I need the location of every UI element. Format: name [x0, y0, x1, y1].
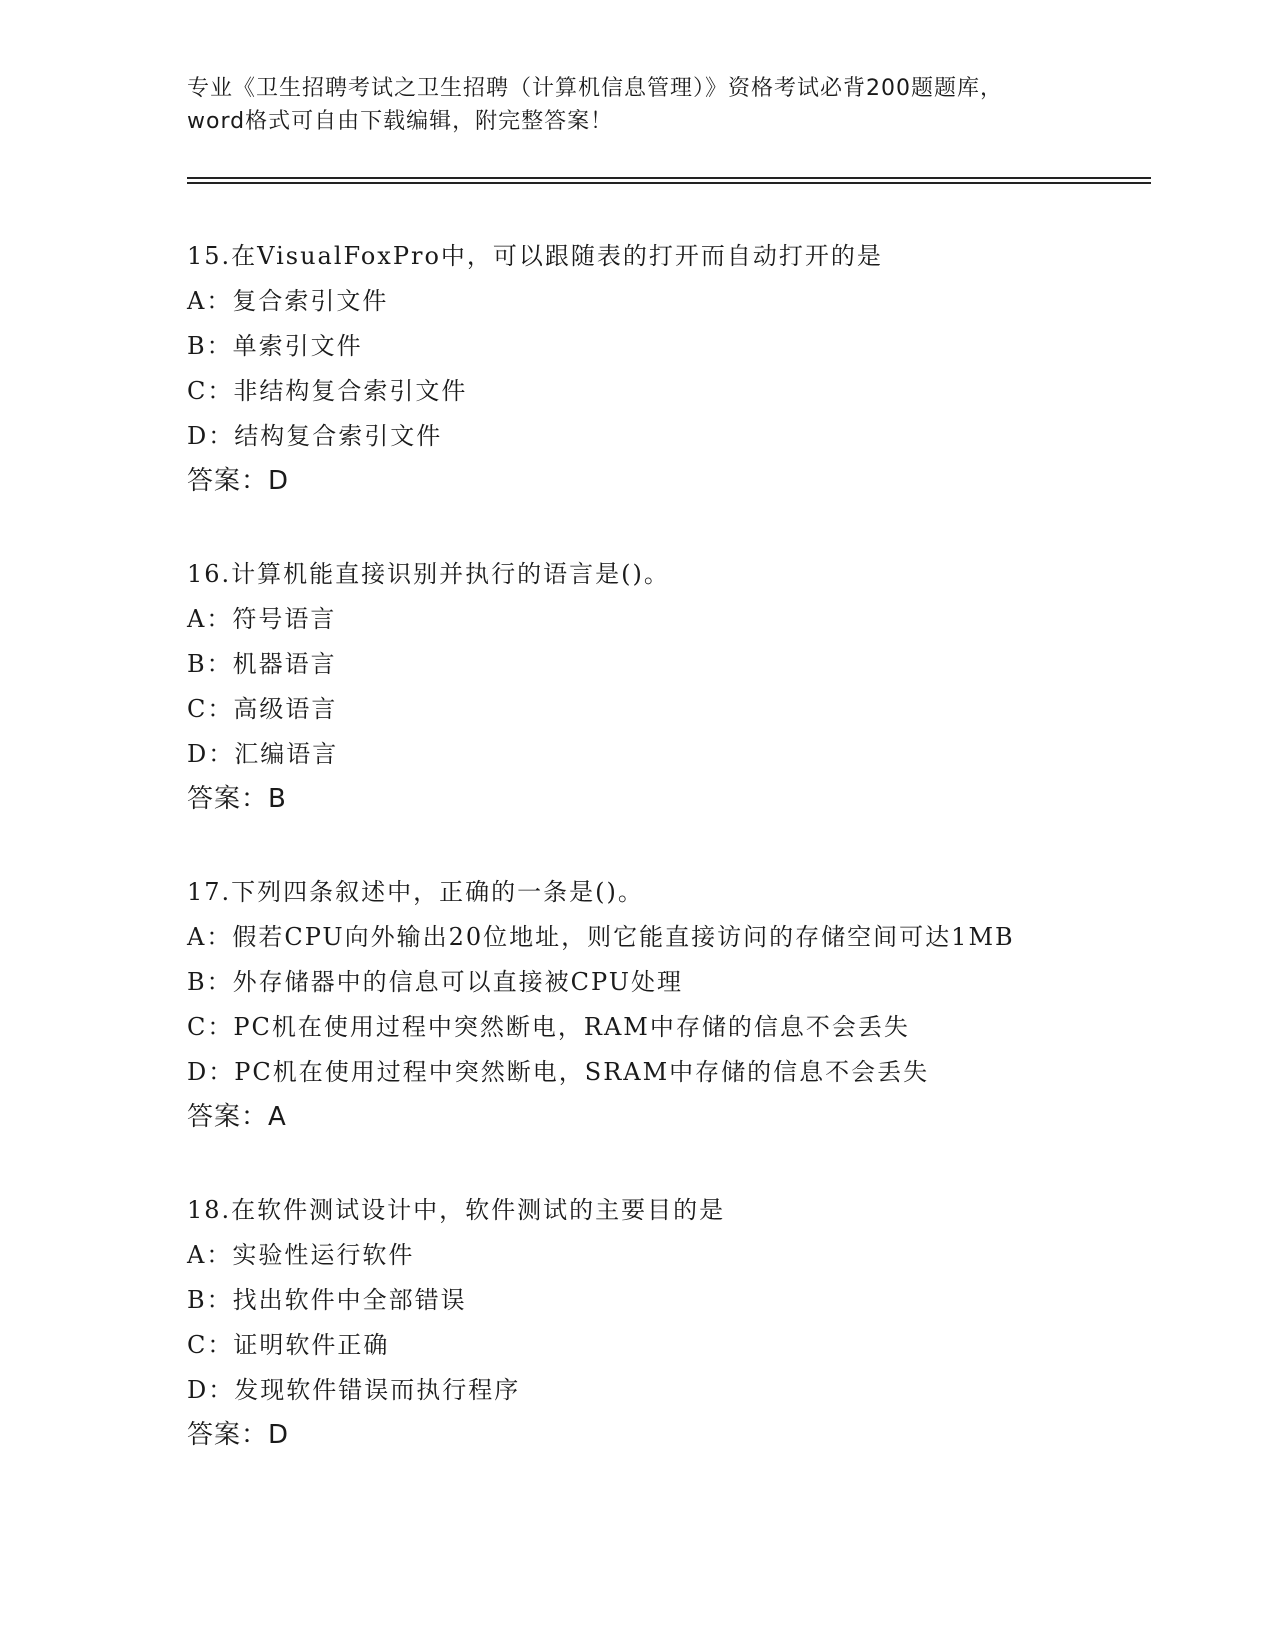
- header-divider-top: [187, 177, 1151, 179]
- header-divider-bottom: [187, 182, 1151, 184]
- option-c: C：PC机在使用过程中突然断电，RAM中存储的信息不会丢失: [187, 1013, 910, 1041]
- question-16: [187, 552, 1187, 822]
- option-d: D：发现软件错误而执行程序: [187, 1376, 521, 1404]
- answer: 答案：D: [187, 1420, 290, 1450]
- document-header: [187, 72, 1087, 138]
- option-c: C：非结构复合索引文件: [187, 377, 468, 405]
- question-stem: 17.下列四条叙述中，正确的一条是()。: [187, 878, 644, 906]
- option-d: D：PC机在使用过程中突然断电，SRAM中存储的信息不会丢失: [187, 1058, 930, 1086]
- option-c: C：高级语言: [187, 695, 338, 723]
- option-b: B：单索引文件: [187, 332, 363, 360]
- option-a: A：实验性运行软件: [187, 1241, 415, 1269]
- option-b: B：找出软件中全部错误: [187, 1286, 467, 1314]
- option-d: D：汇编语言: [187, 740, 339, 768]
- header-line-2: word格式可自由下载编辑，附完整答案！: [187, 109, 614, 134]
- question-17: [187, 870, 1187, 1140]
- option-a: A：复合索引文件: [187, 287, 389, 315]
- answer: 答案：D: [187, 466, 290, 496]
- option-a: A：假若CPU向外输出20位地址，则它能直接访问的存储空间可达1MB: [187, 923, 1015, 951]
- question-stem: 16.计算机能直接识别并执行的语言是()。: [187, 560, 670, 588]
- option-a: A：符号语言: [187, 605, 337, 633]
- answer: 答案：B: [187, 784, 287, 814]
- option-d: D：结构复合索引文件: [187, 422, 443, 450]
- question-stem: 15.在VisualFoxPro中，可以跟随表的打开而自动打开的是: [187, 242, 883, 270]
- option-c: C：证明软件正确: [187, 1331, 390, 1359]
- option-b: B：外存储器中的信息可以直接被CPU处理: [187, 968, 683, 996]
- question-stem: 18.在软件测试设计中，软件测试的主要目的是: [187, 1196, 726, 1224]
- option-b: B：机器语言: [187, 650, 337, 678]
- header-line-1: 专业《卫生招聘考试之卫生招聘（计算机信息管理）》资格考试必背200题题库，: [187, 76, 1003, 101]
- answer: 答案：A: [187, 1102, 287, 1132]
- question-18: [187, 1188, 1187, 1458]
- question-15: [187, 234, 1187, 504]
